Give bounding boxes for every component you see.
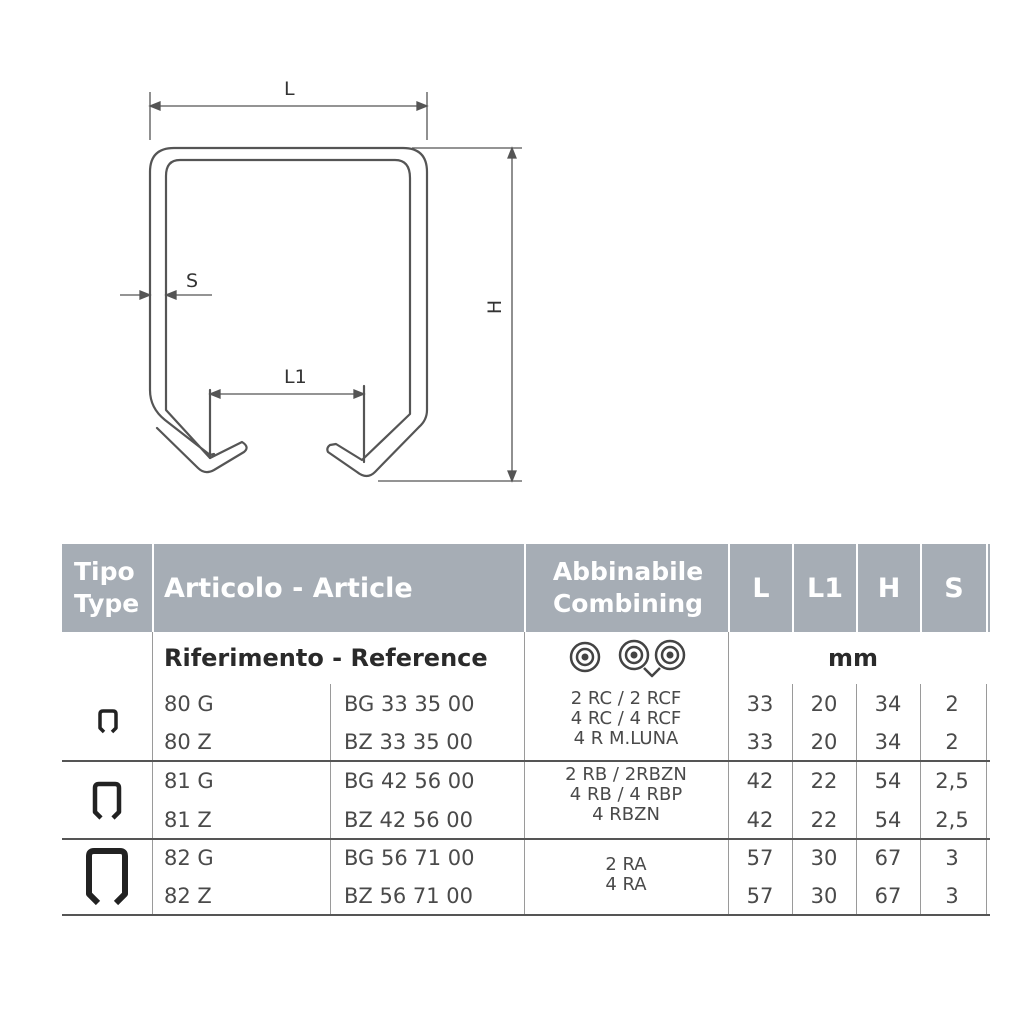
value-L1: 30 — [810, 884, 838, 908]
reference-81g: BG 42 56 00 — [344, 769, 475, 793]
combining-line: 4 RBZN — [592, 804, 660, 825]
header-S: S — [944, 572, 964, 604]
combining-group-80 — [526, 689, 726, 749]
article-82z: 82 Z — [164, 884, 212, 908]
value-S: 2,5 — [935, 808, 969, 832]
value-L: 42 — [746, 769, 774, 793]
subheader-riferimento: Riferimento - Reference — [164, 644, 488, 672]
dimension-label-L1: L1 — [284, 366, 307, 388]
header-abbinabile-en: Combining — [552, 589, 704, 618]
table-bottom-rule — [62, 914, 990, 916]
article-80z: 80 Z — [164, 730, 212, 754]
combining-line: 4 RB / 4 RBP — [569, 784, 683, 805]
combining-line: 4 RA — [605, 874, 647, 895]
value-S: 2 — [945, 730, 959, 754]
combining-line: 4 RC / 4 RCF — [570, 708, 682, 729]
value-S: 3 — [945, 884, 959, 908]
column-divider — [152, 632, 153, 914]
header-type: Type — [74, 589, 140, 618]
combining-line: 2 RB / 2RBZN — [565, 764, 687, 785]
large-profile-icon — [82, 846, 132, 908]
value-S: 2 — [945, 692, 959, 716]
article-81g: 81 G — [164, 769, 214, 793]
combining-group-81 — [526, 765, 726, 825]
reference-82z: BZ 56 71 00 — [344, 884, 473, 908]
header-divider — [986, 544, 988, 632]
column-divider — [986, 684, 987, 914]
reference-80g: BG 33 35 00 — [344, 692, 475, 716]
combining-line: 2 RA — [605, 854, 647, 875]
column-divider — [524, 632, 525, 914]
header-abbinabile-it: Abbinabile — [552, 557, 704, 586]
header-L1: L1 — [807, 572, 843, 604]
value-H: 54 — [874, 808, 902, 832]
value-L: 42 — [746, 808, 774, 832]
header-H: H — [877, 572, 901, 604]
column-divider — [920, 684, 921, 914]
value-H: 67 — [874, 846, 902, 870]
value-H: 67 — [874, 884, 902, 908]
value-L: 33 — [746, 730, 774, 754]
column-divider — [856, 684, 857, 914]
group-divider — [62, 760, 990, 762]
reference-81z: BZ 42 56 00 — [344, 808, 473, 832]
reference-80z: BZ 33 35 00 — [344, 730, 473, 754]
column-divider — [330, 684, 331, 914]
column-divider — [728, 632, 729, 914]
dimension-label-L: L — [284, 78, 295, 100]
dimension-label-S: S — [186, 270, 199, 292]
header-tipo-type — [74, 544, 154, 632]
double-wheel-icon — [618, 638, 686, 678]
header-divider — [152, 544, 154, 632]
value-H: 54 — [874, 769, 902, 793]
combining-group-82 — [526, 855, 726, 895]
value-L: 57 — [746, 884, 774, 908]
value-L1: 30 — [810, 846, 838, 870]
value-S: 2,5 — [935, 769, 969, 793]
combining-line: 4 R M.LUNA — [573, 728, 679, 749]
column-divider — [792, 684, 793, 914]
article-81z: 81 Z — [164, 808, 212, 832]
subheader-unit: mm — [828, 644, 879, 672]
header-tipo: Tipo — [74, 557, 135, 586]
value-H: 34 — [874, 730, 902, 754]
value-L1: 22 — [810, 769, 838, 793]
value-S: 3 — [945, 846, 959, 870]
profile-outer-outline — [150, 148, 427, 476]
value-L1: 22 — [810, 808, 838, 832]
combining-line: 2 RC / 2 RCF — [570, 688, 682, 709]
reference-82g: BG 56 71 00 — [344, 846, 475, 870]
value-L1: 20 — [810, 692, 838, 716]
group-divider — [62, 838, 990, 840]
value-L1: 20 — [810, 730, 838, 754]
medium-profile-icon — [90, 780, 124, 822]
header-L: L — [752, 572, 770, 604]
header-abbinabile — [526, 544, 730, 632]
header-articolo: Articolo - Article — [164, 572, 413, 604]
value-L: 57 — [746, 846, 774, 870]
small-profile-icon — [96, 708, 120, 736]
dimension-label-H: H — [484, 299, 507, 315]
value-L: 33 — [746, 692, 774, 716]
value-H: 34 — [874, 692, 902, 716]
single-wheel-icon — [568, 640, 602, 674]
article-82g: 82 G — [164, 846, 214, 870]
article-80g: 80 G — [164, 692, 214, 716]
